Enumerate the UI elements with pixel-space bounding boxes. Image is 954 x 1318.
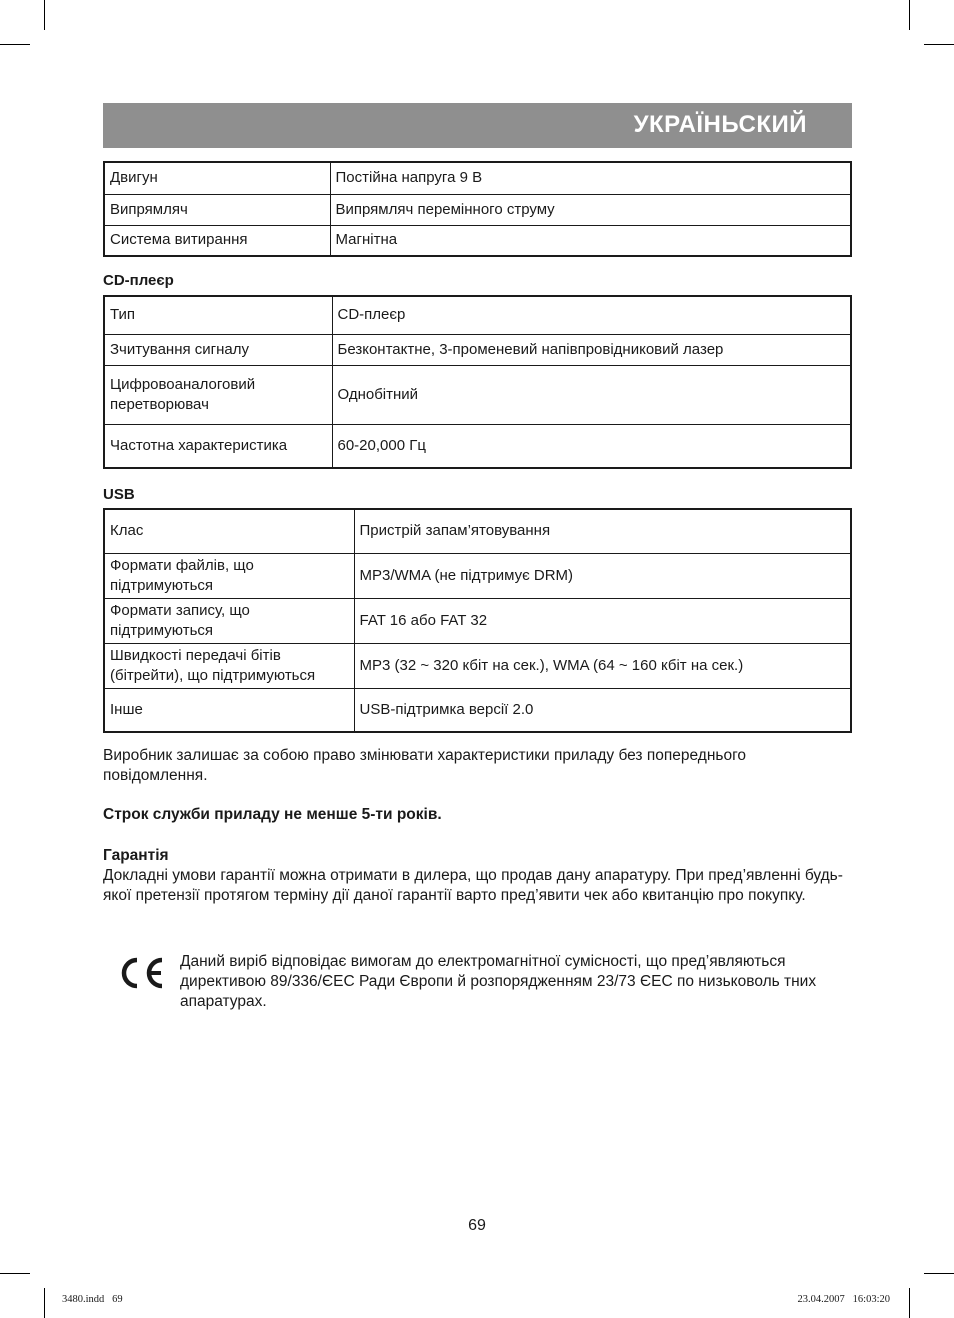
spec-label: Формати файлів, що підтримуються [104,553,354,598]
language-header-bar [103,103,852,148]
table-row [104,225,851,256]
warranty-title: Гарантія [103,847,169,864]
spec-table-general [103,161,852,257]
file-slug: 3480.indd 69 [62,1294,123,1305]
spec-value: USB-підтримка версії 2.0 [354,688,851,732]
section-title-usb: USB [103,486,135,503]
spec-label: Інше [104,688,354,732]
page-number: 69 [468,1217,486,1234]
crop-mark [909,0,910,30]
section-title-cd: CD-плеєр [103,272,174,289]
manufacturer-notice: Виробник залишає за собою право змінювати характеристики приладу без попереднього повідомлення. [103,747,747,784]
table-row [104,296,851,334]
crop-mark [0,1273,30,1274]
spec-label: Частотна характеристика [104,424,332,468]
spec-value: 60-20,000 Гц [332,424,851,468]
crop-mark [44,0,45,30]
crop-mark [909,1288,910,1318]
table-row [104,553,851,598]
table-row [104,365,851,424]
warranty-text: Докладні умови гарантії можна отримати в дилера, що продав дану апаратуру. При пред’явленні будь-якої претензії протягом терміну дії даної гарантії варто пред’явити чек або квитанцію про покупку. [103,867,843,904]
spec-label: Зчитування сигналу [104,334,332,365]
table-row [104,162,851,194]
table-row [104,334,851,365]
spec-value: MP3/WMA (не підтримує DRM) [354,553,851,598]
spec-value: MP3 (32 ~ 320 кбіт на сек.), WMA (64 ~ 160 кбіт на сек.) [354,643,851,688]
spec-value: Постійна напруга 9 В [330,162,851,194]
spec-label: Двигун [104,162,330,194]
table-row [104,424,851,468]
crop-mark [44,1288,45,1318]
spec-value: Магнітна [330,225,851,256]
spec-value: FAT 16 або FAT 32 [354,598,851,643]
spec-table-cd [103,295,852,469]
spec-label: Швидкості передачі бітів (бітрейти), що підтримуються [104,643,354,688]
crop-mark [0,44,30,45]
spec-value: Однобітний [332,365,851,424]
table-row [104,643,851,688]
spec-label: Система витирання [104,225,330,256]
service-life-statement: Строк служби приладу не менше 5-ти років. [103,806,442,823]
spec-label: Випрямляч [104,194,330,225]
spec-value: Випрямляч перемінного струму [330,194,851,225]
datetime-slug: 23.04.2007 16:03:20 [797,1294,890,1305]
language-title: УКРАЇНЬСКИЙ [633,111,807,138]
ce-mark-icon [116,956,166,990]
spec-label: Цифровоаналоговий перетворювач [104,365,332,424]
spec-label: Клас [104,509,354,553]
table-row [104,688,851,732]
crop-mark [924,44,954,45]
spec-table-usb [103,508,852,733]
spec-label: Тип [104,296,332,334]
table-row [104,509,851,553]
table-row [104,598,851,643]
spec-label: Формати запису, що підтримуються [104,598,354,643]
spec-value: CD-плеєр [332,296,851,334]
spec-value: Пристрій запам’ятовування [354,509,851,553]
spec-value: Безконтактне, 3-променевий напівпровідниковий лазер [332,334,851,365]
crop-mark [924,1273,954,1274]
ce-compliance-text: Даний виріб відповідає вимогам до електромагнітної сумісності, що пред’являються директивою 89/336/ЄЕС Ради Європи й розпорядженням 23/73 ЄЕС по низьковоль тних апаратурах. [180,953,817,1010]
table-row [104,194,851,225]
